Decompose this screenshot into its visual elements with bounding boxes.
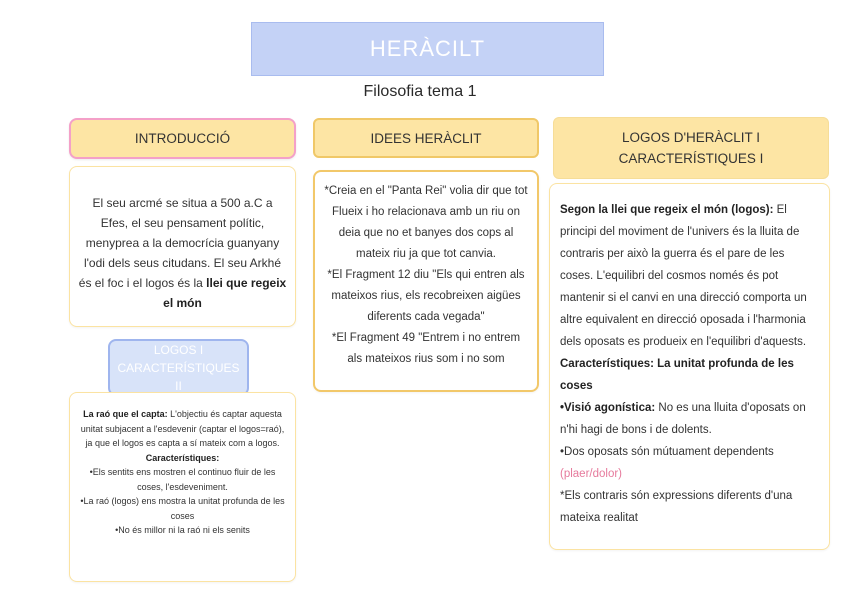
idee-item: *El Fragment 12 diu "Els qui entren als mateixos rius, els recobreixen aigües diferents cada vegada" [327, 269, 525, 323]
logos-paragraph-5: *Els contraris són expressions diferents d'una mateixa realitat [560, 490, 793, 524]
logos-paragraph-1: Segon la llei que regeix el món (logos): El principi del moviment de l'univers és la lluita de contraris per això la guerra és el pare de les coses. L'equilibri del cosmos només és pot mantenir si el canvi en una direcció comporta un altre equivalent en direcció oposada i l'harmonia dels oposats es produeix en l'equilibri d'aquests. [560, 204, 807, 348]
raó-lead-text: L'objectiu és captar aquesta unitat subjacent a l'esdevenir (captar el logos=raó), ja que el logos es capta a sí mateix com a logos. [80, 409, 285, 448]
logos-paragraph-2: Característiques: La unitat profunda de les coses [560, 358, 794, 392]
idee-item: *Creia en el "Panta Rei" volia dir que tot Flueix i ho relacionava amb un riu on deia que no et banyes dos cops al mateix riu ja que tot canvia. [324, 185, 528, 260]
intro-text: El seu arcmé se situa a 500 a.C a Efes, el seu pensament polític, menyprea a la democrícia guanyany l'odi dels seus citudans. El seu Arkhé és el foc i el logos és la [78, 196, 282, 290]
logos-paragraph-3: •Visió agonística: No es una lluita d'oposats on n'hi hagi de bons i de dolents. [560, 402, 806, 436]
idees-card [313, 170, 539, 392]
title-banner [251, 22, 604, 76]
header-idees-heraclit: IDEES HERÀCLIT [313, 118, 539, 158]
raó-card [69, 392, 296, 582]
raó-item: •La raó (logos) ens mostra la unitat profunda de les coses [80, 496, 285, 521]
raó-item: •No és millor ni la raó ni els senits [115, 525, 250, 535]
logos-paragraph-4: •Dos oposats són mútuament dependents (plaer/dolor) [560, 446, 774, 480]
header-logos-caracteristiques: LOGOS D'HERÀCLIT I CARACTERÍSTIQUES I [553, 117, 829, 179]
raó-char-title: Característiques: [145, 452, 220, 463]
raó-lead-bold: La raó que el capta: [83, 409, 168, 419]
header-introduccio: INTRODUCCIÓ [69, 118, 296, 159]
idee-item: *El Fragment 49 "Entrem i no entrem als mateixos rius som i no som [331, 332, 521, 365]
logos-caracteristiques-ii-tag: LOGOS I CARACTERÍSTIQUES II [108, 339, 249, 396]
logos-card [549, 183, 830, 550]
intro-card [69, 166, 296, 327]
raó-item: •Els sentits ens mostren el continuo fluir de les coses, l'esdeveniment. [89, 467, 276, 492]
intro-bold: llei que regeix el món [163, 276, 287, 310]
plaer-dolor-note: (plaer/dolor) [560, 468, 622, 480]
page-subtitle: Filosofia tema 1 [363, 83, 477, 100]
page-title: HERÀCILT [369, 36, 486, 61]
raó-paragraph [78, 407, 287, 451]
